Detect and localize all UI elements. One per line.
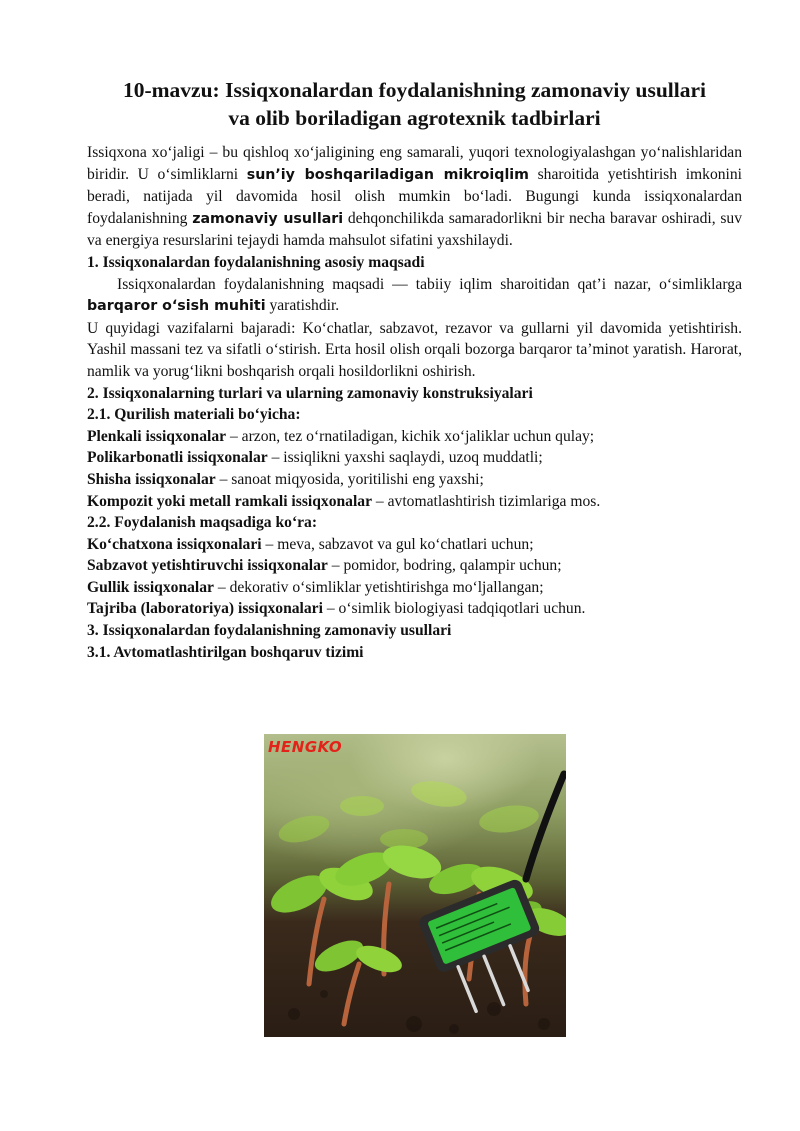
item-description: – sanoat miqyosida, yoritilishi eng yaxshi;	[215, 470, 484, 488]
item-description: – o‘simlik biologiyasi tadqiqotlari uchun.	[322, 600, 586, 618]
soil-sensor	[417, 877, 561, 1022]
intro-text: dehqonchilikda samaradorlikni bir necha baravar oshiradi, suv va energiya resurslarini tejaydi hamda mahsulot sifatini yaxshilaydi.	[87, 209, 742, 250]
section-1-text: yaratishdir.	[265, 297, 340, 315]
item-description: – pomidor, bodring, qalampir uchun;	[327, 557, 562, 575]
section-3-1-heading: 3.1. Avtomatlashtirilgan boshqaruv tizimi	[87, 643, 364, 661]
intro-text: sharoitida yetishtirish imkonini beradi, natijada yil davomida hosil olish mumkin bo‘ladi. Bugungi kunda issiqxonalardan foydalanishning	[87, 165, 743, 227]
section-1-heading: 1. Issiqxonalardan foydalanishning asosiy maqsadi	[87, 253, 425, 271]
section-2-1-heading: 2.1. Qurilish materiali bo‘yicha:	[87, 406, 301, 424]
page-title	[87, 76, 742, 132]
title-line-2: va olib boriladigan agrotexnik tadbirlari	[228, 106, 601, 130]
list-item	[87, 534, 742, 556]
item-term: Sabzavot yetishtiruvchi issiqxonalar	[87, 557, 328, 575]
item-term: Shisha issiqxonalar	[87, 470, 216, 488]
item-term: Gullik issiqxonalar	[87, 578, 214, 596]
item-term: Polikarbonatli issiqxonalar	[87, 449, 268, 467]
item-description: – issiqlikni yaxshi saqlaydi, uzoq muddatli;	[267, 449, 543, 467]
brand-logo: HENGKO	[268, 738, 343, 756]
section-1-emphasis: barqaror o‘sish muhiti	[87, 298, 266, 315]
item-description: – avtomatlashtirish tizimlariga mos.	[372, 492, 601, 510]
list-item	[87, 598, 742, 620]
seedlings-illustration	[264, 734, 566, 1037]
section-3-heading: 3. Issiqxonalardan foydalanishning zamonaviy usullari	[87, 622, 452, 640]
title-line-1: 10-mavzu: Issiqxonalardan foydalanishning zamonaviy usullari	[122, 78, 706, 102]
section-1-text: Issiqxonalardan foydalanishning maqsadi — tabiiy iqlim sharoitidan qat’i nazar, o‘simliklarga	[117, 275, 742, 293]
list-item	[87, 577, 742, 599]
item-description: – meva, sabzavot va gul ko‘chatlari uchun;	[261, 535, 534, 553]
soil-texture	[288, 990, 550, 1034]
document-page	[87, 76, 742, 663]
item-term: Kompozit yoki metall ramkali issiqxonalar	[87, 492, 373, 510]
item-term: Ko‘chatxona issiqxonalari	[87, 535, 262, 553]
list-item	[87, 469, 742, 491]
list-item	[87, 447, 742, 469]
section-2-heading: 2. Issiqxonalarning turlari va ularning zamonaviy konstruksiyalari	[87, 384, 533, 402]
item-term: Plenkali issiqxonalar	[87, 427, 227, 445]
list-item	[87, 491, 742, 513]
sensor-cable	[526, 774, 564, 879]
item-term: Tajriba (laboratoriya) issiqxonalari	[87, 600, 323, 618]
intro-paragraph	[87, 142, 742, 252]
list-item	[87, 555, 742, 577]
section-2-2-heading: 2.2. Foydalanish maqsadiga ko‘ra:	[87, 514, 318, 532]
background-seedlings	[276, 777, 541, 849]
section-1-paragraph	[87, 274, 742, 318]
item-description: – arzon, tez o‘rnatiladigan, kichik xo‘jaliklar uchun qulay;	[226, 427, 595, 445]
intro-text: Issiqxona xo‘jaligi – bu qishloq xo‘jaligining eng samarali, yuqori texnologiyalashgan yo‘nalishlaridan biridir. U o‘simliklarni	[87, 144, 742, 183]
list-item	[87, 426, 742, 448]
intro-emphasis-microclimate: sun’iy boshqariladigan mikroiqlim	[246, 166, 529, 183]
section-1-tasks-paragraph: U quyidagi vazifalarni bajaradi: Ko‘chatlar, sabzavot, rezavor va gullarni yil davomida yetishtirish. Yashil massani tez va sifatli o‘stirish. Erta hosil olish orqali bozorga barqaror ta’minot yaratish. Harorat, namlik va yorug‘likni boshqarish orqali hosildorlikni oshirish.	[87, 319, 742, 380]
intro-emphasis-modern-methods: zamonaviy usullari	[192, 210, 344, 227]
sensor-photo	[264, 734, 566, 1037]
item-description: – dekorativ o‘simliklar yetishtirishga mo‘ljallangan;	[213, 578, 544, 596]
